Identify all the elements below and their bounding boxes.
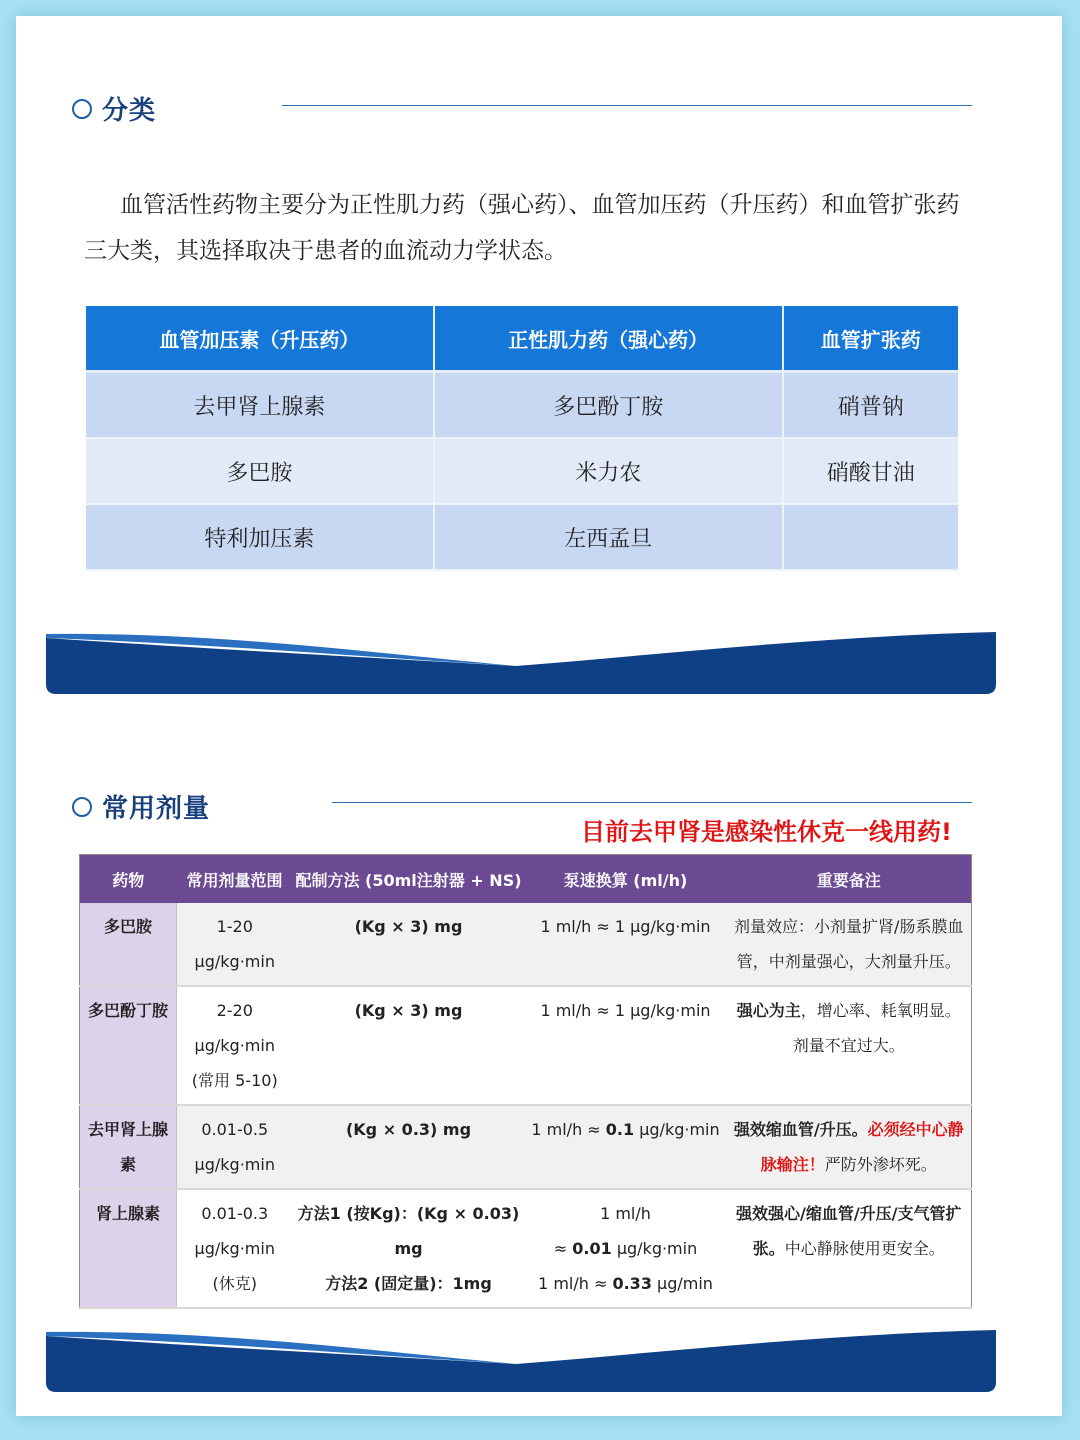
- table-cell: 米力农: [435, 439, 784, 505]
- table-row: [80, 1105, 972, 1189]
- circle-icon: [72, 797, 92, 817]
- rate-unit: μg/min: [651, 1274, 713, 1293]
- header-rule: [282, 105, 972, 106]
- dose-range: 0.01-0.3 μg/kg·min (休克): [177, 1189, 293, 1308]
- drug-name: 多巴酚丁胺: [80, 986, 177, 1105]
- rate-text: 1 ml/h ≈: [538, 1274, 613, 1293]
- note-emphasis: 强效强心/缩血管/升压/支气管扩张。: [735, 1204, 962, 1258]
- note: [727, 1105, 972, 1189]
- intro-paragraph: 血管活性药物主要分为正性肌力药（强心药）、血管加压药（升压药）和血管扩张药三大类，其选择取决于患者的血流动力学状态。: [84, 192, 960, 264]
- column-header: 常用剂量范围: [177, 855, 293, 904]
- preparation: (Kg × 0.3) mg: [293, 1105, 525, 1189]
- dose-range: 2-20 μg/kg·min (常用 5-10): [177, 986, 293, 1105]
- table-row: [86, 505, 958, 571]
- column-header: 泵速换算 (ml/h): [525, 855, 727, 904]
- circle-icon: [72, 99, 92, 119]
- note-emphasis: 强心为主: [736, 1001, 801, 1020]
- rate-line-2: [529, 1231, 723, 1266]
- rate-line-3: [529, 1266, 723, 1301]
- table-cell: 特利加压素: [86, 505, 435, 571]
- wave-divider: [46, 630, 996, 694]
- section-title: 分类: [102, 96, 157, 126]
- table-row: [86, 439, 958, 505]
- wave-divider: [46, 1328, 996, 1392]
- pump-rate: [525, 1105, 727, 1189]
- classification-table: [86, 306, 958, 571]
- column-header: 血管加压素（升压药）: [86, 306, 435, 373]
- table-row: [80, 903, 972, 986]
- note: 剂量效应：小剂量扩肾/肠系膜血管，中剂量强心，大剂量升压。: [727, 903, 972, 986]
- note: [727, 986, 972, 1105]
- rate-text: ≈: [553, 1239, 573, 1258]
- note-warning: 必须经中心静脉输注！: [760, 1120, 964, 1174]
- column-header: 正性肌力药（强心药）: [435, 306, 784, 373]
- preparation: (Kg × 3) mg: [293, 986, 525, 1105]
- preparation: (Kg × 3) mg: [293, 903, 525, 986]
- column-header: 药物: [80, 855, 177, 904]
- note-text: ，增心率、耗氧明显。剂量不宜过大。: [792, 1001, 961, 1055]
- table-cell: 去甲肾上腺素: [86, 373, 435, 439]
- rate-value: 0.01: [572, 1239, 612, 1258]
- table-cell: 多巴胺: [86, 439, 435, 505]
- rate-unit: μg/kg·min: [634, 1120, 720, 1139]
- dose-range: 1-20 μg/kg·min: [177, 903, 293, 986]
- table-cell: 多巴酚丁胺: [435, 373, 784, 439]
- drug-name: 多巴胺: [80, 903, 177, 986]
- prep-method-1: 方法1 (按Kg)：(Kg × 0.03) mg: [297, 1204, 520, 1258]
- note-emphasis: 强效缩血管/升压。: [733, 1120, 868, 1139]
- note-text: 中心静脉使用更安全。: [784, 1239, 945, 1258]
- rate-unit: μg/kg·min: [611, 1239, 698, 1258]
- section-classification-header: [72, 90, 156, 127]
- rate-line-1: 1 ml/h: [600, 1204, 651, 1223]
- column-header: 配制方法 (50ml注射器 + NS): [293, 855, 525, 904]
- section-dosage-header: [72, 788, 210, 825]
- section-title: 常用剂量: [102, 794, 211, 824]
- rate-value: 0.33: [612, 1274, 652, 1293]
- note-text: 严防外渗坏死。: [824, 1155, 937, 1174]
- warning-note: 目前去甲肾是感染性休克一线用药!: [581, 818, 952, 846]
- preparation: [293, 1189, 525, 1308]
- table-cell: [784, 505, 958, 571]
- table-cell: 硝酸甘油: [784, 439, 958, 505]
- pump-rate: [525, 1189, 727, 1308]
- rate-value: 0.1: [605, 1120, 635, 1139]
- pump-rate: 1 ml/h ≈ 1 μg/kg·min: [525, 903, 727, 986]
- drug-name: 去甲肾上腺素: [80, 1105, 177, 1189]
- column-header: 血管扩张药: [784, 306, 958, 373]
- dosage-table: [79, 854, 972, 1309]
- prep-method-2: 方法2 (固定量)：1mg: [325, 1274, 492, 1293]
- table-row: [86, 373, 958, 439]
- header-rule: [332, 802, 972, 803]
- table-cell: 左西孟旦: [435, 505, 784, 571]
- table-cell: 硝普钠: [784, 373, 958, 439]
- note: [727, 1189, 972, 1308]
- table-row: [80, 1189, 972, 1308]
- dose-range: 0.01-0.5 μg/kg·min: [177, 1105, 293, 1189]
- drug-name: 肾上腺素: [80, 1189, 177, 1308]
- column-header: 重要备注: [727, 855, 972, 904]
- page: [16, 16, 1062, 1416]
- pump-rate: 1 ml/h ≈ 1 μg/kg·min: [525, 986, 727, 1105]
- table-row: [80, 986, 972, 1105]
- rate-text: 1 ml/h ≈: [531, 1120, 606, 1139]
